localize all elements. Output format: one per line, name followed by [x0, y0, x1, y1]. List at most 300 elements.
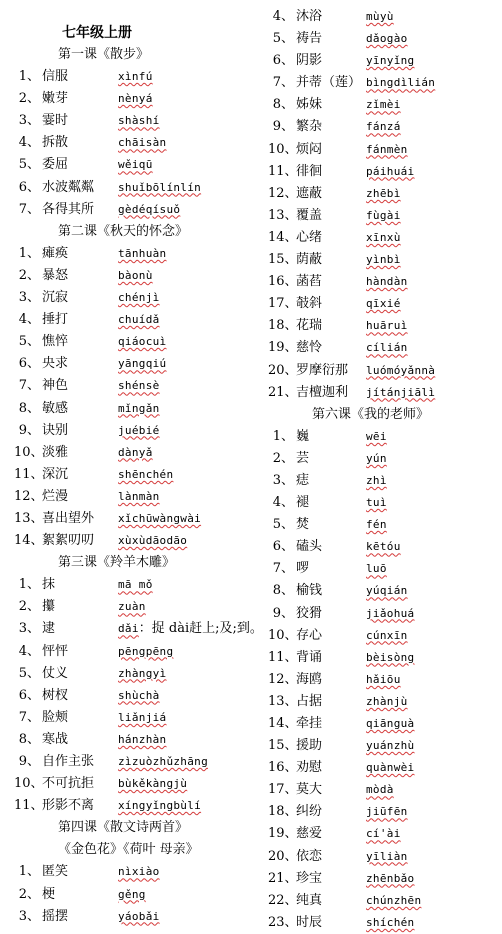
vocab-word: 脸颊 — [42, 709, 69, 725]
item-number: 5、 — [18, 665, 40, 681]
vocab-row — [14, 199, 264, 221]
vocab-row — [268, 116, 498, 138]
vocab-word: 攲斜 — [296, 296, 323, 312]
vocab-row — [14, 861, 264, 883]
vocab-row — [14, 884, 264, 906]
item-number: 4、 — [18, 312, 40, 328]
pinyin: cí'ài — [366, 827, 401, 841]
vocab-row — [268, 448, 498, 470]
vocab-row — [268, 139, 498, 161]
vocab-word: 树杈 — [42, 687, 69, 703]
pinyin: bùkěkàngjù — [118, 777, 188, 791]
vocab-word: 狡猾 — [296, 605, 323, 621]
vocab-word: 存心 — [296, 627, 323, 643]
item-number: 16、 — [268, 760, 298, 776]
vocab-row — [268, 293, 498, 315]
vocab-row — [268, 890, 498, 912]
vocab-row — [14, 66, 264, 88]
pinyin: xìnfú — [118, 70, 153, 84]
vocab-word: 时辰 — [296, 914, 323, 930]
item-number: 5、 — [272, 517, 294, 533]
item-number: 2、 — [272, 450, 294, 466]
item-number: 6、 — [272, 539, 294, 555]
vocab-word: 诀别 — [42, 422, 69, 438]
vocab-row — [268, 271, 498, 293]
pinyin: gèdéqísuǒ — [118, 202, 181, 216]
vocab-row — [268, 161, 498, 183]
vocab-word: 沐浴 — [296, 9, 323, 24]
vocab-row — [14, 618, 264, 640]
vocab-row — [268, 647, 498, 669]
vocab-row — [268, 337, 498, 359]
item-number: 19、 — [268, 826, 298, 842]
pinyin: yúqián — [366, 584, 408, 598]
item-number: 10、 — [268, 141, 298, 157]
vocab-row — [14, 309, 264, 331]
item-number: 1、 — [18, 864, 40, 880]
pinyin: mòdà — [366, 783, 394, 797]
vocab-row — [14, 729, 264, 751]
vocab-row — [14, 132, 264, 154]
vocab-row — [268, 868, 498, 890]
vocab-word: 荫蔽 — [296, 252, 323, 268]
right-column — [268, 6, 498, 934]
vocab-word: 委屈 — [42, 157, 69, 173]
item-number: 5、 — [18, 157, 40, 173]
pinyin: xīnxù — [366, 230, 401, 244]
vocab-row — [14, 795, 264, 817]
vocab-word: 榆钱 — [296, 583, 323, 599]
vocab-row — [268, 603, 498, 625]
pinyin: xǐchūwàngwài — [118, 511, 202, 525]
vocab-word: 并蒂（莲） — [296, 75, 362, 91]
vocab-word: 占据 — [296, 693, 323, 709]
item-number: 15、 — [268, 738, 298, 754]
vocab-row — [14, 751, 264, 773]
vocab-row — [268, 183, 498, 205]
vocab-row — [14, 508, 264, 530]
vocab-row — [268, 735, 498, 757]
pinyin: mǐngǎn — [118, 401, 160, 415]
pinyin: yún — [366, 451, 387, 465]
vocab-row — [14, 442, 264, 464]
item-number: 3、 — [18, 621, 40, 637]
vocab-row — [14, 243, 264, 265]
item-number: 2、 — [18, 91, 40, 107]
document-title: 七年级上册 — [62, 25, 132, 41]
pinyin: zuàn — [118, 600, 146, 614]
vocab-row — [268, 536, 498, 558]
vocab-row — [14, 88, 264, 110]
item-number: 7、 — [18, 709, 40, 725]
pinyin: mā mǒ — [118, 578, 153, 592]
vocab-word: 霎时 — [42, 113, 69, 129]
vocab-word: 憔悴 — [42, 334, 69, 350]
vocab-word: 淡雅 — [42, 444, 69, 460]
item-number: 7、 — [18, 378, 40, 394]
vocab-word: 神色 — [42, 378, 69, 394]
pinyin: pēngpēng — [118, 644, 174, 658]
pinyin: shàshí — [118, 114, 160, 128]
pinyin: zhànjù — [366, 694, 408, 708]
vocab-row — [268, 205, 498, 227]
item-number: 4、 — [272, 495, 294, 511]
pinyin: bàonù — [118, 268, 153, 282]
pinyin: cúnxīn — [366, 628, 408, 642]
pinyin: zǐmèi — [366, 98, 401, 112]
pinyin: dǎi — [118, 622, 139, 636]
pinyin: páihuái — [366, 164, 415, 178]
pinyin: liǎnjiá — [118, 710, 167, 724]
vocab-word: 烦闷 — [296, 141, 323, 157]
pinyin: mùyù — [366, 10, 394, 23]
vocab-word: 怦怦 — [42, 643, 69, 659]
vocab-word: 慈爱 — [296, 826, 323, 842]
vocab-row — [268, 691, 498, 713]
item-number: 3、 — [18, 908, 40, 924]
pinyin: hàndàn — [366, 275, 408, 289]
pinyin: shuǐbōlínlín — [118, 180, 202, 194]
pinyin: chénjì — [118, 291, 160, 305]
vocab-row — [14, 464, 264, 486]
vocab-row — [14, 663, 264, 685]
pinyin: fùgài — [366, 208, 401, 222]
item-number: 10、 — [268, 627, 298, 643]
vocab-row — [268, 912, 498, 934]
vocab-row — [14, 596, 264, 618]
item-number: 6、 — [18, 687, 40, 703]
pinyin: qīxié — [366, 297, 401, 311]
vocab-row — [268, 757, 498, 779]
pinyin: yīliàn — [366, 849, 408, 863]
vocab-word: 水波粼粼 — [42, 179, 95, 195]
pinyin: wěiqū — [118, 158, 153, 172]
vocab-word: 敏感 — [42, 400, 69, 416]
item-number: 21、 — [268, 384, 298, 400]
pinyin: luō — [366, 562, 387, 576]
vocab-row — [268, 514, 498, 536]
pinyin: yìnbì — [366, 253, 401, 267]
left-column — [14, 6, 264, 928]
pinyin: xùxùdāodāo — [118, 534, 188, 548]
vocab-row — [14, 154, 264, 176]
vocab-word: 援助 — [296, 738, 323, 754]
vocab-row — [268, 558, 498, 580]
vocab-row — [14, 375, 264, 397]
vocab-word: 纠纷 — [296, 804, 323, 820]
item-number: 3、 — [18, 113, 40, 129]
item-number: 9、 — [272, 119, 294, 135]
pinyin: qiáocuì — [118, 335, 167, 349]
item-number: 7、 — [272, 561, 294, 577]
vocab-row — [268, 28, 498, 50]
item-number: 8、 — [18, 400, 40, 416]
vocab-word: 啰 — [296, 561, 310, 577]
pinyin: hánzhàn — [118, 732, 167, 746]
lesson-heading: 第四课《散文诗两首》 — [58, 820, 189, 836]
vocab-word: 巍 — [296, 428, 310, 444]
pinyin: fánmèn — [366, 142, 408, 156]
pinyin: tānhuàn — [118, 246, 167, 260]
vocab-row — [14, 685, 264, 707]
vocab-row — [268, 779, 498, 801]
item-number: 18、 — [268, 318, 298, 334]
vocab-word: 喜出望外 — [42, 510, 95, 526]
vocab-row — [268, 94, 498, 116]
item-number: 3、 — [272, 472, 294, 488]
item-number: 9、 — [18, 422, 40, 438]
item-number: 14、 — [268, 229, 298, 245]
vocab-row — [14, 641, 264, 663]
item-number: 12、 — [268, 185, 298, 201]
pinyin: zhēnbǎo — [366, 871, 415, 885]
item-number: 8、 — [18, 731, 40, 747]
vocab-row — [268, 801, 498, 823]
vocab-word: 花瑞 — [296, 318, 323, 334]
item-number: 18、 — [268, 804, 298, 820]
pinyin: yáobǎi — [118, 909, 160, 923]
vocab-word: 罗摩衍那 — [296, 362, 349, 378]
item-number: 20、 — [268, 848, 298, 864]
item-number: 22、 — [268, 892, 298, 908]
pinyin: juébié — [118, 423, 160, 437]
vocab-row — [14, 420, 264, 442]
pinyin: qiānguà — [366, 717, 415, 730]
vocab-row — [14, 906, 264, 928]
vocab-row — [268, 580, 498, 602]
pinyin: quànwèi — [366, 761, 415, 775]
vocab-word: 繁杂 — [296, 119, 323, 135]
vocab-row — [268, 6, 498, 28]
lesson-heading: 第一课《散步》 — [58, 47, 150, 62]
vocab-row — [14, 265, 264, 287]
vocab-word: 磕头 — [296, 539, 323, 555]
pinyin: jítánjiālì — [366, 385, 436, 399]
lesson-heading: 第二课《秋天的怀念》 — [58, 223, 189, 239]
item-number: 23、 — [268, 914, 298, 930]
vocab-word: 吉檀迦利 — [296, 384, 349, 400]
vocab-row — [14, 530, 264, 552]
pinyin: chúnzhēn — [366, 893, 422, 907]
item-number: 5、 — [272, 31, 294, 47]
item-number: 7、 — [18, 201, 40, 217]
vocab-word: 姊妹 — [296, 97, 323, 113]
vocab-word: 遮蔽 — [296, 185, 323, 201]
vocab-word: 仗义 — [42, 665, 69, 681]
vocab-word: 莫大 — [296, 782, 323, 798]
pinyin: nìxiào — [118, 865, 160, 879]
vocab-row — [14, 331, 264, 353]
item-number: 1、 — [18, 577, 40, 593]
vocab-word: 痣 — [296, 472, 310, 488]
lesson-heading: 《金色花》《荷叶 母亲》 — [58, 842, 199, 858]
vocab-word: 信服 — [42, 69, 69, 85]
vocab-word: 沉寂 — [42, 290, 69, 306]
vocab-word: 心绪 — [296, 229, 323, 245]
item-number: 2、 — [18, 886, 40, 902]
vocab-word: 依恋 — [296, 848, 323, 864]
item-number: 21、 — [268, 870, 298, 886]
vocab-word: 深沉 — [42, 466, 69, 482]
item-number: 16、 — [268, 274, 298, 290]
vocab-row — [268, 846, 498, 868]
vocab-word: 寒战 — [42, 731, 69, 747]
vocab-word: 覆盖 — [296, 207, 323, 223]
item-number: 19、 — [268, 340, 298, 356]
pinyin: shénsè — [118, 379, 160, 393]
item-number: 11、 — [268, 163, 298, 179]
vocab-row — [268, 72, 498, 94]
vocab-word: 不可抗拒 — [42, 776, 95, 792]
pinyin: fánzá — [366, 120, 401, 134]
pinyin: shēnchén — [118, 467, 174, 481]
vocab-row — [268, 823, 498, 845]
item-number: 14、 — [14, 533, 44, 549]
item-number: 17、 — [268, 296, 298, 312]
vocab-word: 徘徊 — [296, 163, 323, 179]
pinyin: zhì — [366, 473, 387, 487]
pinyin: jiǎohuá — [366, 606, 415, 620]
item-number: 1、 — [272, 428, 294, 444]
lesson-heading: 第六课《我的老师》 — [312, 406, 430, 422]
item-number: 8、 — [272, 583, 294, 599]
pinyin: shùchà — [118, 688, 160, 702]
item-number: 11、 — [14, 798, 44, 814]
item-number: 10、 — [14, 776, 44, 792]
pinyin: yuánzhù — [366, 739, 415, 753]
item-number: 6、 — [272, 53, 294, 69]
pinyin: chuídǎ — [118, 313, 160, 327]
pinyin: bèisòng — [366, 650, 415, 664]
vocab-row — [14, 574, 264, 596]
pinyin: cílián — [366, 341, 408, 355]
pinyin: xíngyǐngbùlí — [118, 799, 202, 813]
vocab-row — [268, 227, 498, 249]
vocab-note: ：捉 dài赶上;及;到。 — [138, 621, 263, 637]
vocab-word: 逮 — [42, 621, 56, 637]
vocab-row — [268, 713, 498, 735]
item-number: 4、 — [272, 9, 294, 24]
item-number: 1、 — [18, 245, 40, 261]
pinyin: lànmàn — [118, 489, 160, 503]
item-number: 9、 — [272, 605, 294, 621]
pinyin: zhàngyì — [118, 666, 167, 680]
item-number: 13、 — [268, 207, 298, 223]
vocab-row — [268, 426, 498, 448]
vocab-row — [14, 773, 264, 795]
vocab-word: 嫩芽 — [42, 91, 69, 107]
vocab-word: 芸 — [296, 450, 310, 466]
pinyin: shíchén — [366, 915, 415, 929]
vocab-word: 褪 — [296, 495, 310, 511]
pinyin: yāngqiú — [118, 357, 167, 371]
vocab-row — [268, 382, 498, 404]
vocab-word: 各得其所 — [42, 201, 95, 217]
vocab-word: 劝慰 — [296, 760, 323, 776]
item-number: 5、 — [18, 334, 40, 350]
vocab-word: 絮絮叨叨 — [42, 533, 95, 549]
vocab-row — [268, 249, 498, 271]
pinyin: luómóyǎnnà — [366, 363, 436, 377]
item-number: 12、 — [14, 488, 44, 504]
vocab-row — [14, 486, 264, 508]
pinyin: zhēbì — [366, 186, 401, 200]
item-number: 3、 — [18, 290, 40, 306]
item-number: 14、 — [268, 716, 298, 731]
item-number: 8、 — [272, 97, 294, 113]
vocab-word: 祷告 — [296, 31, 323, 47]
vocab-word: 背诵 — [296, 649, 323, 665]
item-number: 12、 — [268, 671, 298, 687]
item-number: 11、 — [268, 649, 298, 665]
item-number: 17、 — [268, 782, 298, 798]
vocab-word: 拆散 — [42, 135, 69, 151]
vocab-row — [14, 707, 264, 729]
vocab-word: 菡萏 — [296, 274, 323, 290]
vocab-row — [268, 669, 498, 691]
item-number: 2、 — [18, 599, 40, 615]
vocab-word: 梗 — [42, 886, 56, 902]
vocab-word: 瘫痪 — [42, 245, 69, 261]
vocab-word: 捶打 — [42, 312, 69, 328]
vocab-row — [268, 470, 498, 492]
pinyin: bìngdìlián — [366, 76, 436, 90]
item-number: 7、 — [272, 75, 294, 91]
item-number: 13、 — [268, 693, 298, 709]
vocab-row — [268, 625, 498, 647]
vocab-word: 攥 — [42, 599, 56, 615]
vocab-row — [14, 287, 264, 309]
pinyin: nènyá — [118, 92, 153, 106]
vocab-word: 抹 — [42, 577, 56, 593]
pinyin: yīnyǐng — [366, 54, 415, 68]
vocab-word: 珍宝 — [296, 870, 323, 886]
vocab-word: 央求 — [42, 356, 69, 372]
vocab-row — [268, 492, 498, 514]
item-number: 1、 — [18, 69, 40, 85]
vocab-word: 焚 — [296, 517, 310, 533]
item-number: 2、 — [18, 267, 40, 283]
pinyin: dànyǎ — [118, 445, 153, 459]
pinyin: fén — [366, 518, 387, 532]
vocab-row — [268, 50, 498, 72]
vocab-word: 匿笑 — [42, 864, 69, 880]
vocab-word: 慈怜 — [296, 340, 323, 356]
pinyin: dǎogào — [366, 32, 408, 46]
vocab-word: 自作主张 — [42, 754, 95, 769]
vocab-row — [268, 315, 498, 337]
item-number: 9、 — [18, 754, 40, 769]
pinyin: wēi — [366, 429, 387, 443]
item-number: 6、 — [18, 179, 40, 195]
vocab-word: 海鸥 — [296, 671, 323, 687]
lesson-heading: 第三课《羚羊木雕》 — [58, 555, 176, 571]
item-number: 4、 — [18, 135, 40, 151]
vocab-row — [14, 398, 264, 420]
vocab-word: 阴影 — [296, 53, 323, 69]
vocab-row — [268, 360, 498, 382]
vocab-row — [14, 353, 264, 375]
pinyin: kētóu — [366, 540, 401, 554]
pinyin: huāruì — [366, 319, 408, 333]
vocab-word: 烂漫 — [42, 488, 69, 504]
vocab-word: 暴怒 — [42, 267, 69, 283]
vocab-word: 纯真 — [296, 892, 323, 908]
pinyin: gěng — [118, 887, 146, 901]
item-number: 10、 — [14, 444, 44, 460]
item-number: 6、 — [18, 356, 40, 372]
vocab-row — [14, 110, 264, 132]
